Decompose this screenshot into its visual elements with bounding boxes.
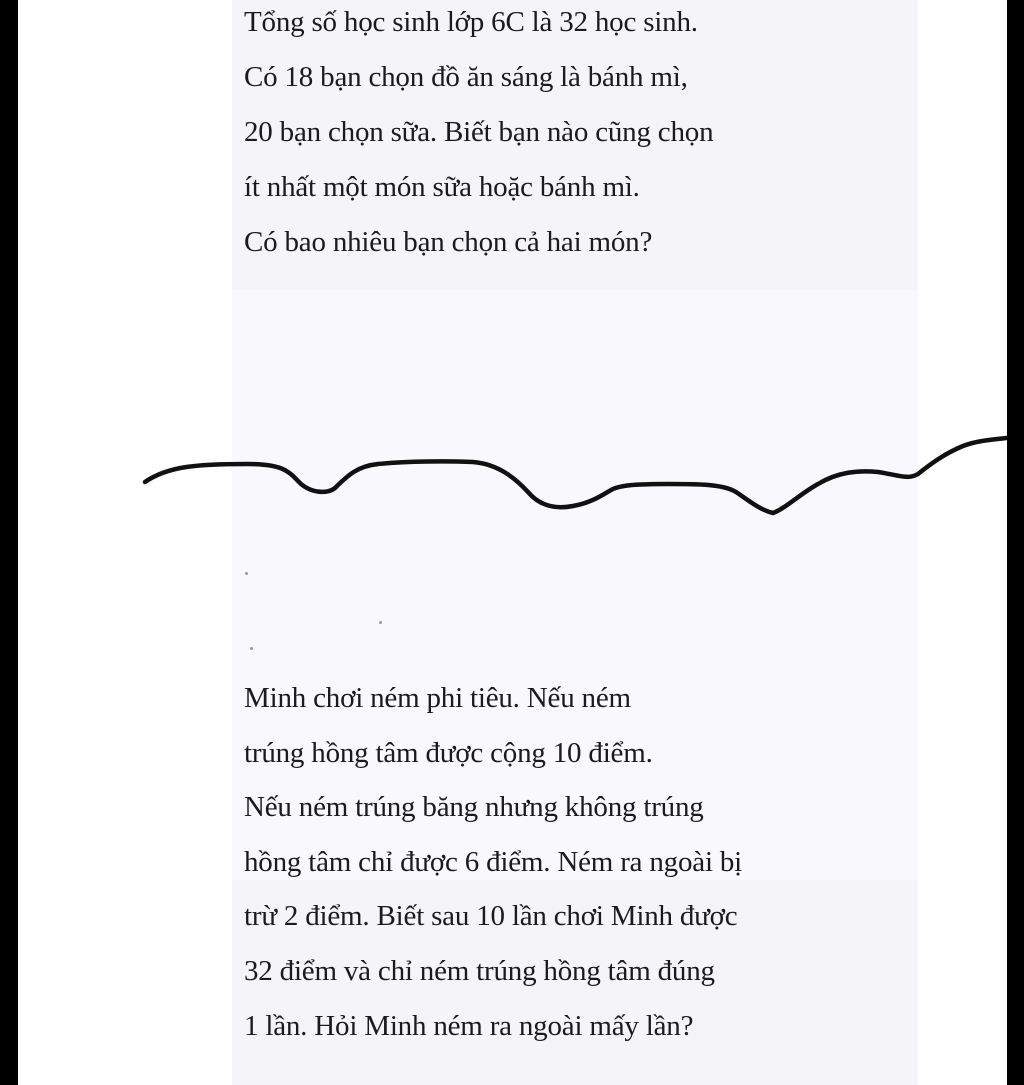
- problem-1-line: 20 bạn chọn sữa. Biết bạn nào cũng chọn: [244, 116, 714, 148]
- document-page: [18, 0, 1007, 1085]
- problem-2-line: trừ 2 điểm. Biết sau 10 lần chơi Minh được: [244, 900, 738, 933]
- problem-2-line: Nếu ném trúng băng nhưng không trúng: [244, 791, 704, 824]
- divider-stroke: [145, 438, 1007, 513]
- speck: [250, 647, 253, 650]
- problem-2-line: 1 lần. Hỏi Minh ném ra ngoài mấy lần?: [244, 1009, 694, 1042]
- problem-2-line: Minh chơi ném phi tiêu. Nếu ném: [244, 682, 631, 714]
- problem-1-line: ít nhất một món sữa hoặc bánh mì.: [244, 171, 640, 203]
- problem-2-line: trúng hồng tâm được cộng 10 điểm.: [244, 736, 653, 769]
- problem-2-text: [244, 671, 742, 1056]
- problem-1-line: Có 18 bạn chọn đồ ăn sáng là bánh mì,: [244, 61, 688, 93]
- problem-2-line: 32 điểm và chỉ ném trúng hồng tâm đúng: [244, 954, 715, 987]
- problem-1-line: Tổng số học sinh lớp 6C là 32 học sinh.: [244, 6, 698, 38]
- problem-2-line: hồng tâm chỉ được 6 điểm. Ném ra ngoài bị: [244, 845, 743, 878]
- speck: [379, 621, 382, 624]
- problem-1-line: Có bao nhiêu bạn chọn cả hai món?: [244, 226, 653, 258]
- speck: [245, 572, 248, 575]
